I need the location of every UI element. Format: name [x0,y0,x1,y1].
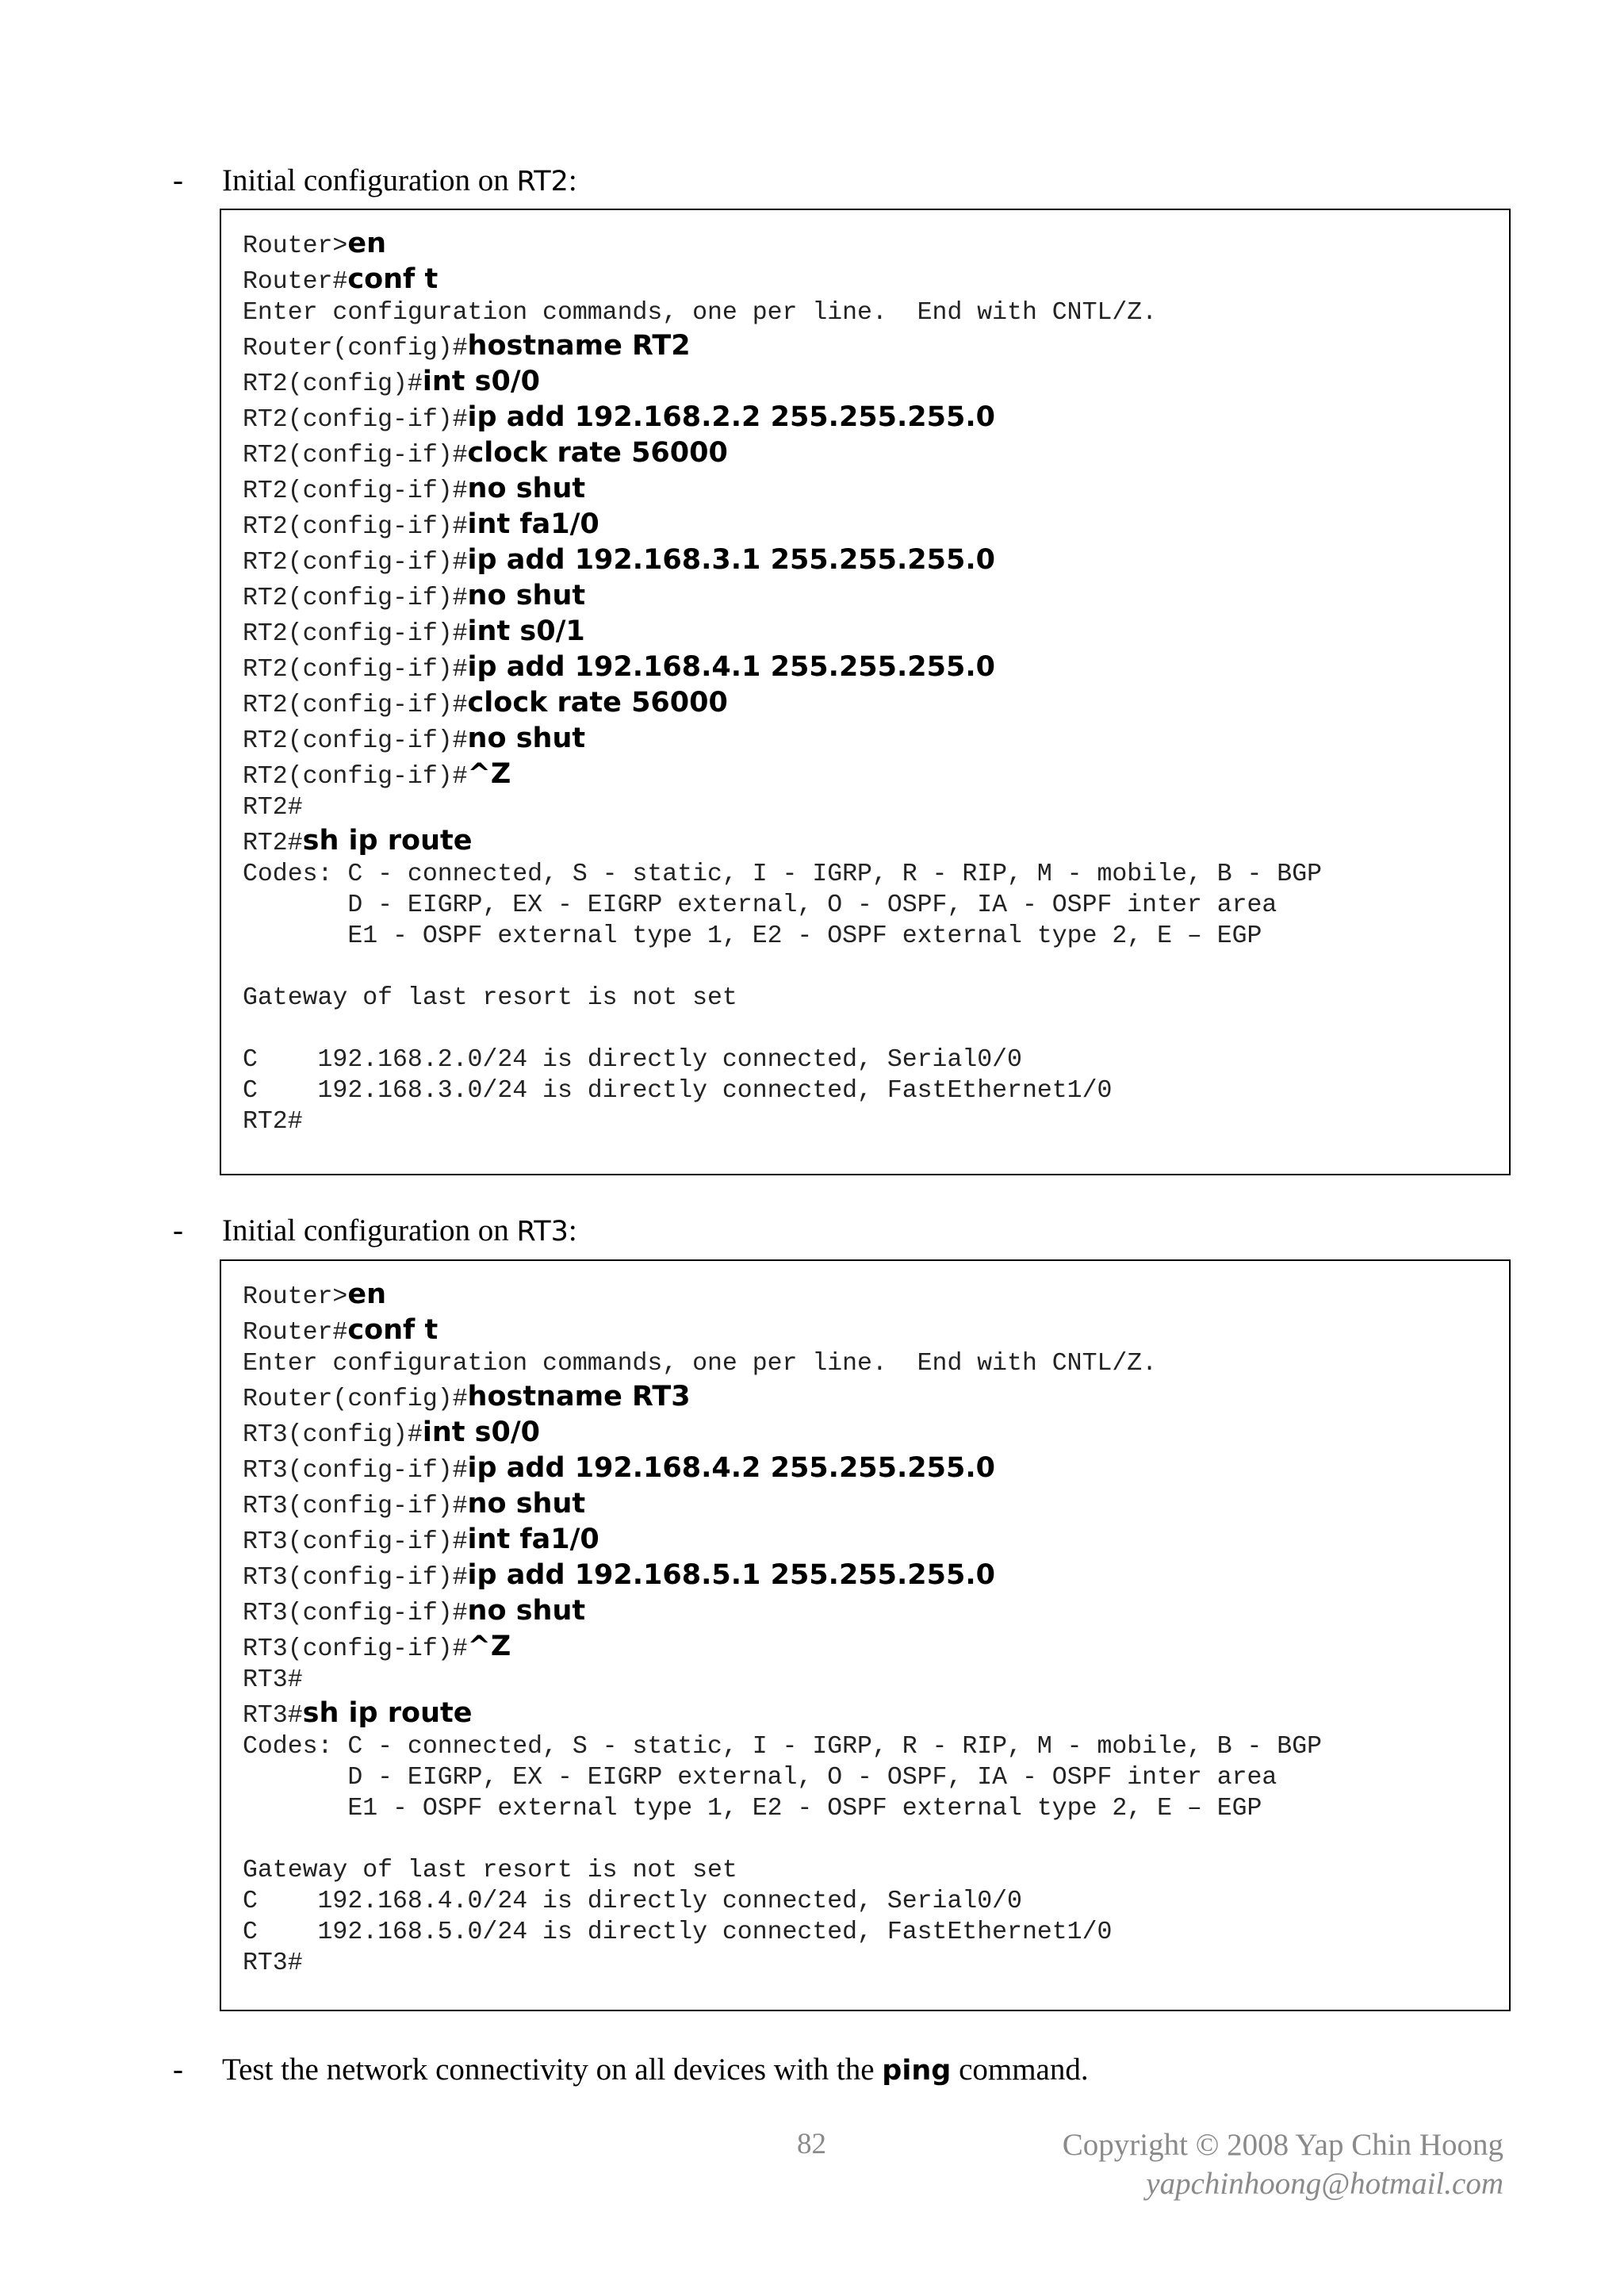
cli-prompt: RT2(config-if)# [243,620,468,648]
cli-prompt: RT3# [243,1702,303,1730]
section-heading-text: Initial configuration on RT2: [222,163,577,197]
cli-prompt: Router# [243,1319,348,1347]
cli-output-line: RT3# [243,1666,303,1694]
cli-command-line [243,1313,1509,1348]
cli-command: no shut [467,1595,586,1627]
cli-command-line [243,1451,1509,1486]
cli-output-line: C 192.168.3.0/24 is directly connected, FastEthernet1/0 [243,1077,1113,1105]
cli-command-line [243,328,1509,364]
cli-prompt: RT2(config-if)# [243,727,468,755]
cli-command: clock rate 56000 [467,687,728,719]
cli-prompt: RT2(config-if)# [243,477,468,505]
cli-command-line [243,1277,1509,1313]
bullet-dash: - [173,2053,183,2087]
cli-output-line: Gateway of last resort is not set [243,984,737,1012]
cli-prompt: RT2(config-if)# [243,656,468,684]
device-name: RT2 [516,166,569,197]
cli-prompt: RT2(config-if)# [243,513,468,541]
cli-prompt: RT2(config-if)# [243,442,468,470]
cli-prompt: RT3(config-if)# [243,1564,468,1592]
cli-output-box-rt3 [220,1259,1511,2011]
cli-prompt: RT3(config-if)# [243,1600,468,1627]
cli-output-line: Codes: C - connected, S - static, I - IGRP, R - RIP, M - mobile, B - BGP [243,1733,1323,1761]
cli-command-line [243,1379,1509,1415]
cli-prompt: Router> [243,232,348,260]
bullet-dash: - [173,163,183,197]
cli-prompt: RT2(config-if)# [243,692,468,719]
device-name: RT3 [516,1216,569,1248]
cli-command: conf t [347,263,439,295]
cli-command-line [243,400,1509,435]
cli-output-line: D - EIGRP, EX - EIGRP external, O - OSPF, IA - OSPF inter area [243,891,1277,919]
cli-prompt: Router> [243,1283,348,1311]
cli-prompt: RT3(config)# [243,1421,423,1449]
cli-output-line: Enter configuration commands, one per line. End with CNTL/Z. [243,1350,1158,1378]
cli-command-line [243,507,1509,542]
cli-blank-line [243,1824,1509,1855]
cli-command-line [243,823,1509,859]
cli-command: ip add 192.168.3.1 255.255.255.0 [467,544,996,576]
cli-output-line: E1 - OSPF external type 1, E2 - OSPF external type 2, E – EGP [243,1795,1262,1823]
cli-command-line [243,1593,1509,1629]
cli-command-line [243,1522,1509,1558]
cli-output-line: D - EIGRP, EX - EIGRP external, O - OSPF, IA - OSPF inter area [243,1764,1277,1792]
cli-prompt: Router# [243,268,348,296]
cli-command: no shut [467,580,586,611]
cli-output-line: RT2# [243,1108,303,1136]
section-heading-text: Initial configuration on RT3: [222,1213,577,1248]
cli-command-line [243,435,1509,471]
cli-command: en [347,228,386,259]
cli-command-line [243,650,1509,685]
cli-command: no shut [467,473,586,504]
cli-command-line [243,1415,1509,1451]
cli-prompt: RT3(config-if)# [243,1528,468,1556]
cli-command-line [243,721,1509,757]
cli-prompt: RT2(config-if)# [243,549,468,577]
cli-output-line: Gateway of last resort is not set [243,1857,737,1884]
cli-command-line [243,1486,1509,1522]
cli-command: en [347,1278,386,1310]
cli-command: conf t [347,1314,439,1346]
cli-command-line [243,262,1509,297]
cli-command-line [243,471,1509,507]
cli-command: int s0/1 [467,615,585,647]
ping-keyword: ping [882,2055,952,2087]
cli-output-line: E1 - OSPF external type 1, E2 - OSPF external type 2, E – EGP [243,922,1262,950]
cli-command: ip add 192.168.4.2 255.255.255.0 [467,1452,996,1484]
copyright-notice: Copyright © 2008 Yap Chin Hoong [1062,2128,1503,2162]
cli-command: ip add 192.168.2.2 255.255.255.0 [467,401,996,433]
cli-command-line [243,1558,1509,1593]
cli-prompt: Router(config)# [243,335,468,362]
cli-command: ip add 192.168.4.1 255.255.255.0 [467,651,996,683]
cli-command-line [243,578,1509,614]
cli-blank-line [243,1014,1509,1045]
cli-prompt: RT3(config-if)# [243,1635,468,1663]
cli-prompt: RT3(config-if)# [243,1493,468,1520]
cli-command: int s0/0 [422,366,540,397]
cli-command: no shut [467,723,586,754]
cli-prompt: RT2(config)# [243,370,423,398]
cli-blank-line [243,952,1509,983]
cli-command: hostname RT3 [467,1381,691,1412]
cli-output-line: RT2# [243,794,303,822]
cli-command: sh ip route [302,825,473,857]
cli-command: clock rate 56000 [467,437,728,469]
cli-command-line [243,685,1509,721]
cli-command: int s0/0 [422,1416,540,1448]
bullet-dash: - [173,1213,183,1248]
cli-prompt: Router(config)# [243,1386,468,1413]
cli-command: hostname RT2 [467,330,691,362]
cli-output-line: Enter configuration commands, one per line. End with CNTL/Z. [243,299,1158,327]
cli-command: ^Z [467,1631,511,1662]
cli-command: no shut [467,1488,586,1520]
author-email: yapchinhoong@hotmail.com [1146,2167,1503,2201]
cli-command: int fa1/0 [467,508,599,540]
cli-output-line: C 192.168.4.0/24 is directly connected, Serial0/0 [243,1888,1022,1915]
cli-prompt: RT2# [243,830,303,857]
cli-command-line [243,226,1509,262]
cli-prompt: RT3(config-if)# [243,1457,468,1485]
cli-output-line: Codes: C - connected, S - static, I - IGRP, R - RIP, M - mobile, B - BGP [243,861,1323,888]
cli-command: ip add 192.168.5.1 255.255.255.0 [467,1559,996,1591]
cli-output-line: RT3# [243,1949,303,1977]
cli-output-line: C 192.168.5.0/24 is directly connected, FastEthernet1/0 [243,1918,1113,1946]
cli-prompt: RT2(config-if)# [243,406,468,434]
cli-output-line: C 192.168.2.0/24 is directly connected, Serial0/0 [243,1046,1022,1074]
cli-output-box-rt2 [220,209,1511,1175]
cli-command-line [243,1629,1509,1665]
note-text: Test the network connectivity on all devices with the ping command. [222,2053,1089,2087]
cli-prompt: RT2(config-if)# [243,585,468,612]
cli-prompt: RT2(config-if)# [243,763,468,791]
cli-command-line [243,1696,1509,1731]
page-number: 82 [797,2128,826,2160]
cli-command-line [243,757,1509,792]
cli-command-line [243,542,1509,578]
cli-command-line [243,614,1509,650]
cli-command: ^Z [467,758,511,790]
cli-command-line [243,364,1509,400]
cli-command: int fa1/0 [467,1524,599,1555]
cli-command: sh ip route [302,1697,473,1729]
